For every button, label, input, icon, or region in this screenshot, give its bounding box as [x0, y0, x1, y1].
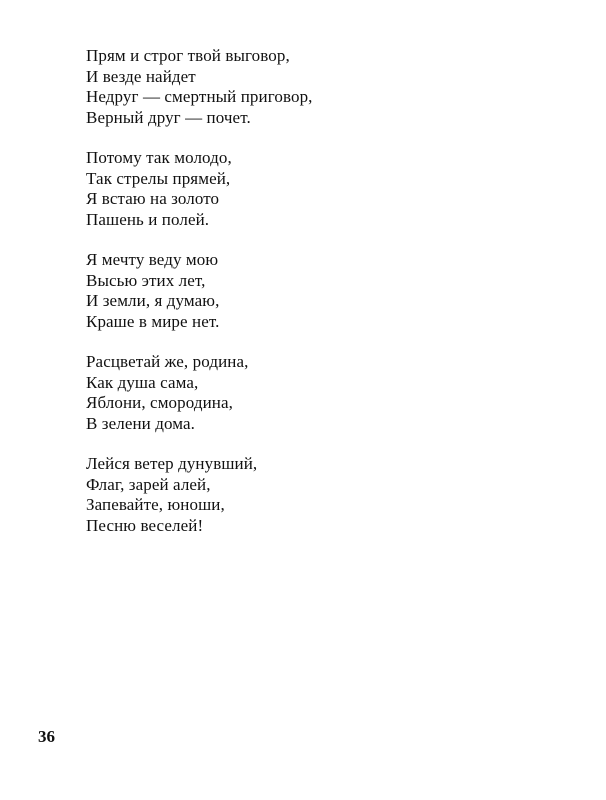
poem-line: Краше в мире нет. — [86, 311, 220, 331]
stanza-3 — [86, 250, 546, 332]
poem-line: Как душа сама, — [86, 372, 199, 392]
poem-line: Потому так молодо, — [86, 148, 232, 167]
poem-line: В зелени дома. — [86, 413, 195, 433]
poem-line: Так стрелы прямей, — [86, 168, 231, 188]
poem-line: И земли, я думаю, — [86, 291, 220, 310]
poem-line: Верный друг — почет. — [86, 107, 251, 127]
stanza-5 — [86, 454, 546, 536]
poem — [86, 46, 546, 556]
poem-line: Высью этих лет, — [86, 270, 206, 290]
poem-line: Песню веселей! — [86, 515, 204, 535]
poem-line: Пашень и полей. — [86, 209, 210, 229]
stanza-1 — [86, 46, 546, 128]
poem-line: Я мечту веду мою — [86, 250, 219, 269]
poem-line: Я встаю на золото — [86, 189, 220, 208]
poem-line: Яблони, смородина, — [86, 393, 233, 412]
poem-line: Лейся ветер дунувший, — [86, 454, 258, 473]
poem-line: Прям и строг твой выговор, — [86, 46, 290, 65]
poem-line: Расцветай же, родина, — [86, 352, 249, 371]
poem-line: Флаг, зарей алей, — [86, 474, 211, 494]
poem-line: И везде найдет — [86, 66, 196, 86]
stanza-2 — [86, 148, 546, 230]
page-number: 36 — [38, 727, 55, 746]
stanza-4 — [86, 352, 546, 434]
poem-line: Недруг — смертный приговор, — [86, 87, 313, 106]
poem-line: Запевайте, юноши, — [86, 495, 225, 514]
